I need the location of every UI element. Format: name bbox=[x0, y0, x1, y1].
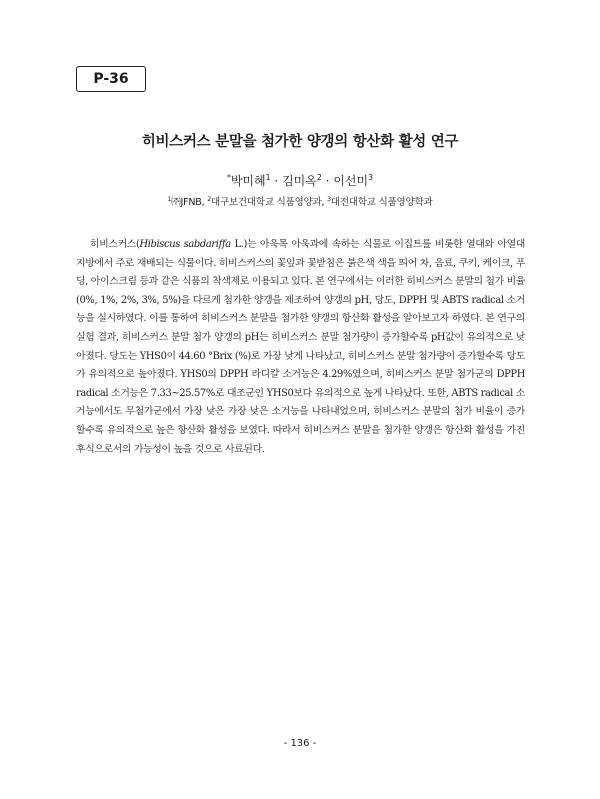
author-2-affil: 2 bbox=[316, 173, 322, 182]
author-line bbox=[0, 172, 600, 189]
corresponding-mark: * bbox=[226, 173, 231, 182]
author-separator: · bbox=[325, 174, 330, 188]
author-3-affil: 3 bbox=[368, 173, 374, 182]
abstract-text-rest: L.)는 아욱목 아욱과에 속하는 식물로 이집트를 비롯한 열대와 아열대 지방에서 주로 재배되는 식물이다. 히비스커스의 꽃잎과 꽃받침은 붉은색 색을 띄어 차, 음료, 쿠키, 케이크, 푸딩, 아이스크림 등과 같은 식품의 착색제로 이용되고 있다. 본 연구에서는 이러한 히비스커스 분말의 첨가 비율(0%, 1%, 2%, 3%, 5%)을 다르게 첨가한 양갱을 제조하여 양갱의 pH, 당도, DPPH 및 ABTS radical 소거능을 실시하였다. 이를 통하여 히비스커스 분말을 첨가한 양갱의 항산화 활성을 알아보고자 하였다. 본 연구의 실험 결과, 히비스커스 분말 첨가 양갱의 pH는 히비스커스 분말 첨가량이 증가할수록 pH값이 유의적으로 낮아졌다. 당도는 YHS0이 44.60 °Brix (%)로 가장 낮게 나타났고, 히비스커스 분말 첨가량이 증가할수록 당도가 유의적으로 높아졌다. YHS0의 DPPH 라디칼 소거능은 4.29%였으며, 히비스커스 분말 첨가군의 DPPH radical 소거능은 7.33~25.57%로 대조군인 YHS0보다 유의적으로 높게 나타났다. 또한, ABTS radical 소거능에서도 무첨가군에서 가장 낮은 가장 낮은 소거능을 나타내었으며, 히비스커스 분말의 첨가 비율이 증가할수록 유의적으로 높은 항산화 활성을 보였다. 따라서 히비스커스 분말을 첨가한 양갱은 항산화 활성을 가진 후식으로서의 가능성이 높을 것으로 사료된다. bbox=[76, 239, 525, 455]
poster-code: P-36 bbox=[93, 71, 129, 87]
affil-1-mark: 1 bbox=[167, 195, 172, 203]
author-3: 이선미 bbox=[333, 174, 369, 188]
author-1: 박미혜 bbox=[230, 174, 266, 188]
affil-1: ㈜JFNB, bbox=[171, 197, 208, 208]
page-number: - 136 - bbox=[283, 738, 317, 749]
affil-3: 대전대학교 식품영양학과 bbox=[330, 197, 433, 208]
paper-title: 히비스커스 분말을 첨가한 양갱의 항산화 활성 연구 bbox=[141, 134, 459, 150]
abstract-text-start: 히비스커스( bbox=[90, 239, 140, 250]
author-2: 김미옥 bbox=[282, 174, 317, 188]
affil-2: 대구보건대학교 식품영양과, bbox=[210, 197, 328, 208]
affil-3-mark: 3 bbox=[327, 195, 331, 203]
affil-2-mark: 2 bbox=[207, 195, 211, 203]
author-separator: · bbox=[274, 174, 279, 188]
poster-code-badge bbox=[76, 66, 146, 92]
abstract-body bbox=[76, 236, 525, 459]
affiliation-line bbox=[0, 194, 600, 208]
author-1-affil: 1 bbox=[265, 173, 271, 182]
species-name: Hibiscus sabdariffa bbox=[139, 239, 231, 250]
